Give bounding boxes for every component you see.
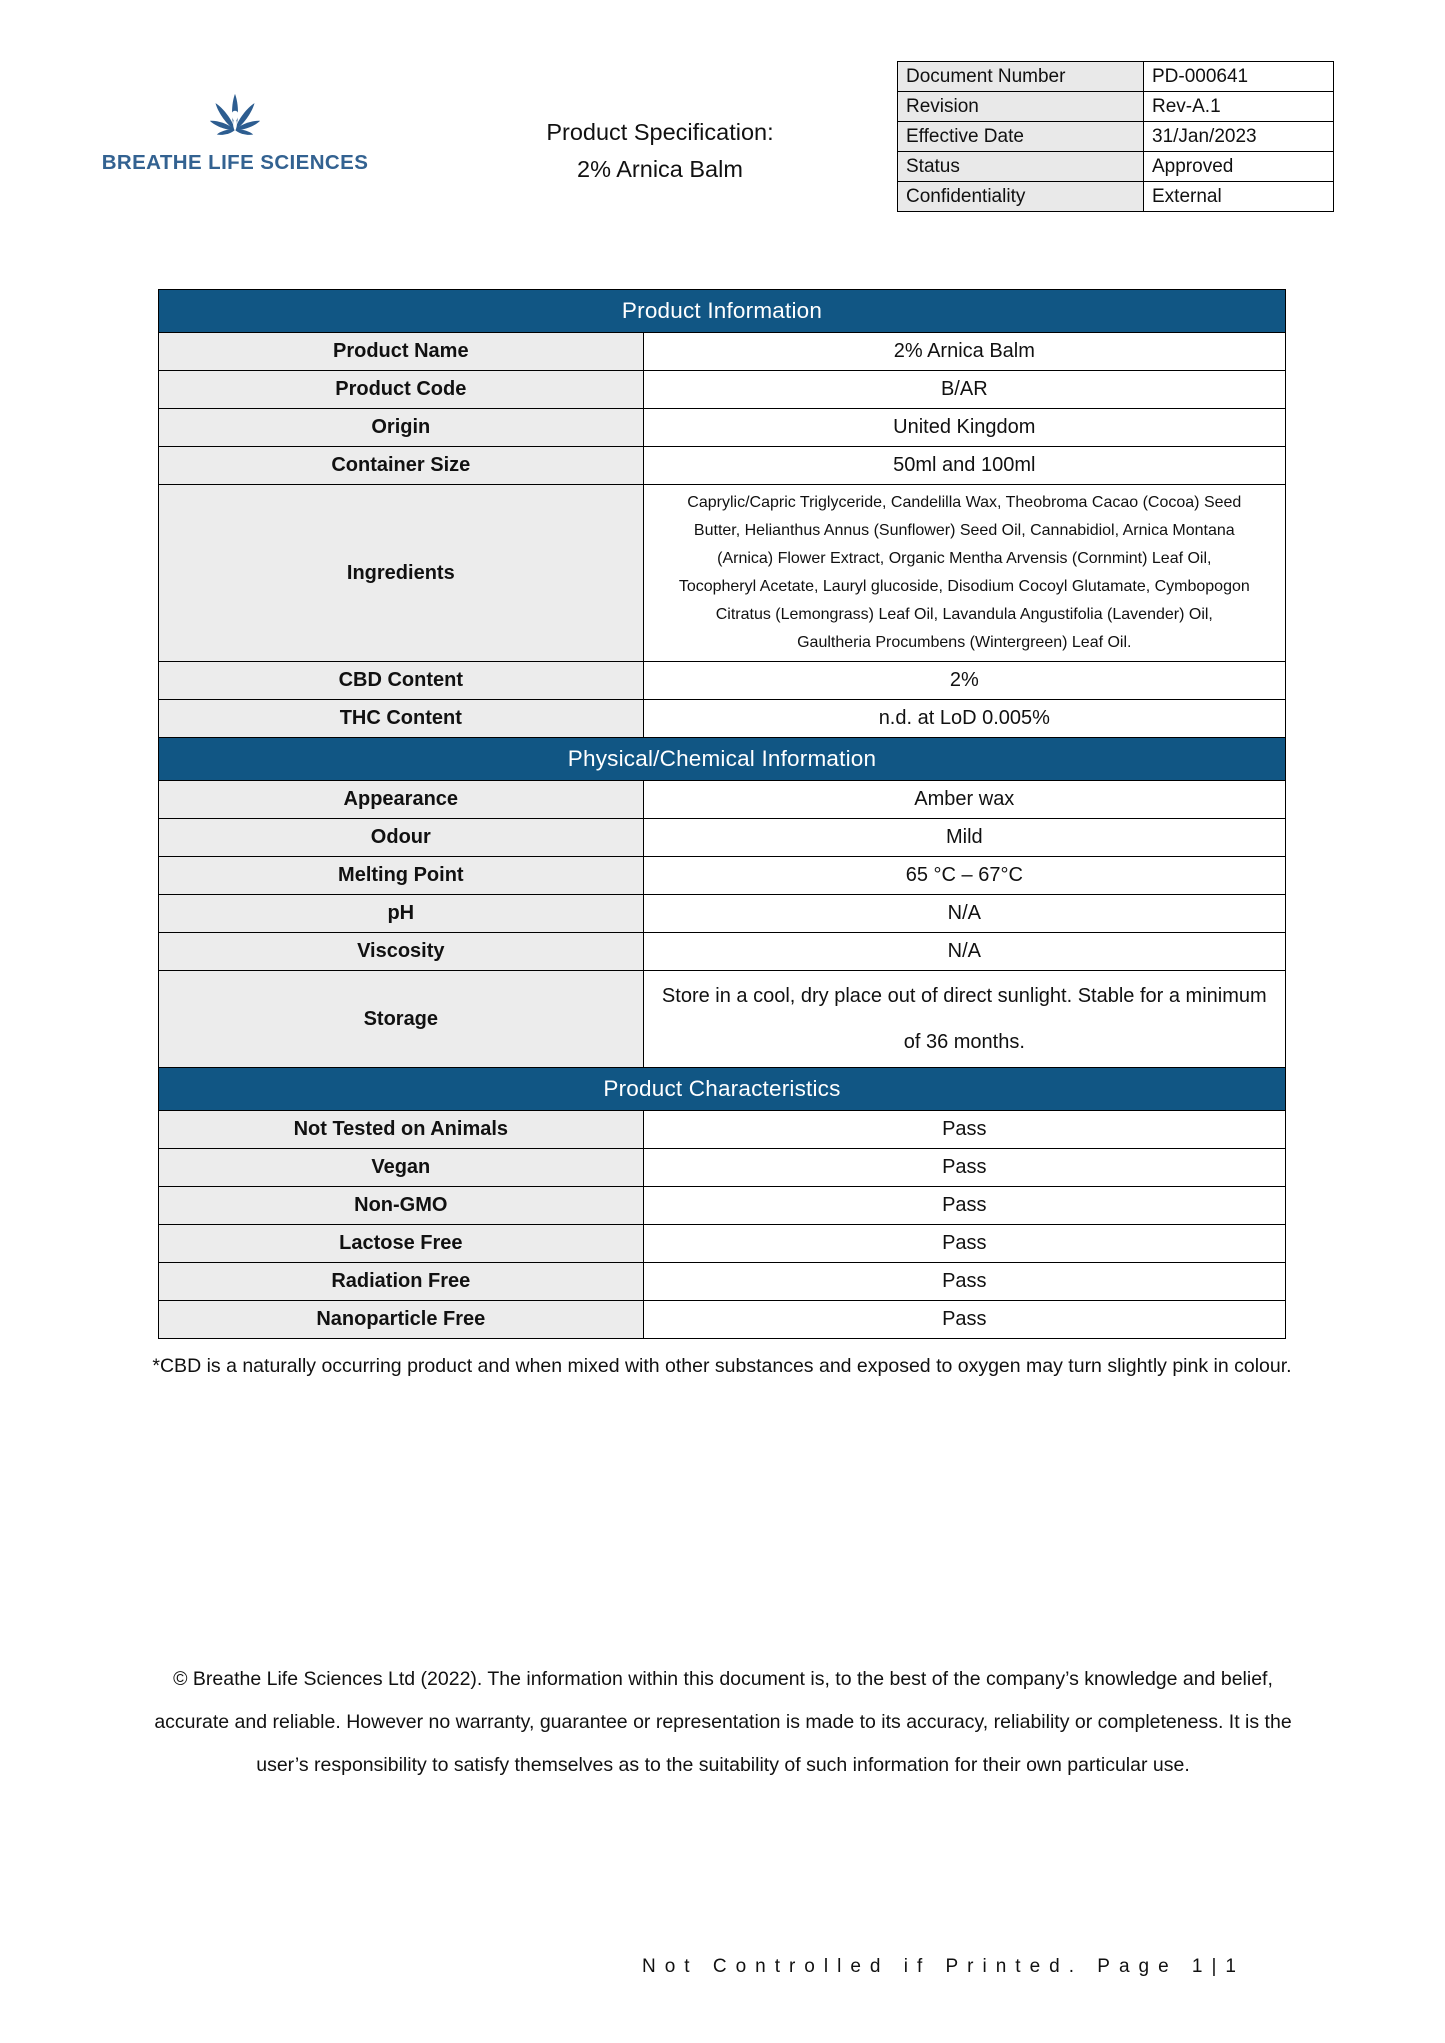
meta-row xyxy=(898,62,1334,92)
spec-value-cell: Pass xyxy=(643,1263,1285,1301)
title-line-1: Product Specification: xyxy=(546,119,774,145)
meta-value-cell: PD-000641 xyxy=(1144,62,1334,92)
spec-label-cell: pH xyxy=(159,895,644,933)
meta-row xyxy=(898,152,1334,182)
spec-label-cell: Vegan xyxy=(159,1149,644,1187)
spec-value-cell: Pass xyxy=(643,1187,1285,1225)
spec-row xyxy=(159,371,1286,409)
document-title xyxy=(430,114,890,188)
spec-section-header: Physical/Chemical Information xyxy=(159,738,1286,781)
spec-value-cell: Pass xyxy=(643,1301,1285,1339)
spec-label-cell: Melting Point xyxy=(159,857,644,895)
meta-value-cell: Rev-A.1 xyxy=(1144,92,1334,122)
spec-label-cell: Ingredients xyxy=(159,485,644,662)
spec-label-cell: Viscosity xyxy=(159,933,644,971)
spec-value-cell: N/A xyxy=(643,933,1285,971)
spec-row xyxy=(159,1263,1286,1301)
spec-value-cell: Pass xyxy=(643,1149,1285,1187)
meta-label-cell: Status xyxy=(898,152,1144,182)
spec-row xyxy=(159,1187,1286,1225)
spec-label-cell: CBD Content xyxy=(159,662,644,700)
spec-label-cell: Container Size xyxy=(159,447,644,485)
spec-row xyxy=(159,700,1286,738)
spec-row xyxy=(159,857,1286,895)
spec-section-row xyxy=(159,1068,1286,1111)
product-spec-table xyxy=(158,289,1286,1339)
spec-row xyxy=(159,971,1286,1068)
spec-row xyxy=(159,933,1286,971)
spec-value-cell: Caprylic/Capric Triglyceride, Candelilla Wax, Theobroma Cacao (Cocoa) Seed Butter, Helianthus Annus (Sunflower) Seed Oil, Cannabidiol, Arnica Montana (Arnica) Flower Extract, Organic Mentha Arvensis (Cornmint) Leaf Oil, Tocopheryl Acetate, Lauryl glucoside, Disodium Cocoyl Glutamate, Cymbopogon Citratus (Lemongrass) Leaf Oil, Lavandula Angustifolia (Lavender) Oil, Gaultheria Procumbens (Wintergreen) Leaf Oil. xyxy=(643,485,1285,662)
spec-label-cell: Not Tested on Animals xyxy=(159,1111,644,1149)
spec-row xyxy=(159,1149,1286,1187)
meta-row xyxy=(898,122,1334,152)
brand-logo xyxy=(85,86,385,175)
copyright-note: © Breathe Life Sciences Ltd (2022). The information within this document is, to the best of the company’s knowledge and belief, accurate and reliable. However no warranty, guarantee or representation is made to its accuracy, reliability or completeness. It is the user’s responsibility to satisfy themselves as to the suitability of such information for their own particular use. xyxy=(154,1668,1292,1776)
spec-section-row xyxy=(159,738,1286,781)
meta-label-cell: Revision xyxy=(898,92,1144,122)
spec-value-cell: Amber wax xyxy=(643,781,1285,819)
spec-label-cell: Lactose Free xyxy=(159,1225,644,1263)
spec-label-cell: Product Name xyxy=(159,333,644,371)
spec-row xyxy=(159,662,1286,700)
spec-row xyxy=(159,1225,1286,1263)
meta-row xyxy=(898,92,1334,122)
document-meta-table xyxy=(897,61,1334,212)
spec-value-cell: 50ml and 100ml xyxy=(643,447,1285,485)
spec-value-cell: Mild xyxy=(643,819,1285,857)
spec-value-cell: Pass xyxy=(643,1225,1285,1263)
spec-value-cell: 2% xyxy=(643,662,1285,700)
cbd-footnote: *CBD is a naturally occurring product and when mixed with other substances and exposed to oxygen may turn slightly pink in colour. xyxy=(152,1355,1292,1377)
spec-value-cell: N/A xyxy=(643,895,1285,933)
spec-row xyxy=(159,485,1286,662)
spec-value-cell: n.d. at LoD 0.005% xyxy=(643,700,1285,738)
brand-wordmark: BREATHE LIFE SCIENCES xyxy=(101,151,369,174)
spec-row xyxy=(159,819,1286,857)
spec-section-header: Product Information xyxy=(159,290,1286,333)
spec-row xyxy=(159,447,1286,485)
meta-value-cell: 31/Jan/2023 xyxy=(1144,122,1334,152)
spec-label-cell: THC Content xyxy=(159,700,644,738)
spec-value-cell: Pass xyxy=(643,1111,1285,1149)
spec-section-row xyxy=(159,290,1286,333)
spec-label-cell: Nanoparticle Free xyxy=(159,1301,644,1339)
meta-label-cell: Effective Date xyxy=(898,122,1144,152)
spec-label-cell: Product Code xyxy=(159,371,644,409)
spec-label-cell: Origin xyxy=(159,409,644,447)
spec-value-cell: 2% Arnica Balm xyxy=(643,333,1285,371)
spec-label-cell: Odour xyxy=(159,819,644,857)
meta-value-cell: Approved xyxy=(1144,152,1334,182)
spec-row xyxy=(159,1301,1286,1339)
page-footer: Not Controlled if Printed. Page 1|1 xyxy=(642,1956,1245,1977)
spec-value-cell: United Kingdom xyxy=(643,409,1285,447)
spec-label-cell: Storage xyxy=(159,971,644,1068)
meta-value-cell: External xyxy=(1144,182,1334,212)
title-line-2: 2% Arnica Balm xyxy=(577,156,743,182)
spec-row xyxy=(159,409,1286,447)
spec-section-header: Product Characteristics xyxy=(159,1068,1286,1111)
spec-value-cell: B/AR xyxy=(643,371,1285,409)
cannabis-leaf-person-icon xyxy=(201,86,269,148)
meta-label-cell: Confidentiality xyxy=(898,182,1144,212)
spec-label-cell: Radiation Free xyxy=(159,1263,644,1301)
meta-label-cell: Document Number xyxy=(898,62,1144,92)
spec-value-cell: 65 °C – 67°C xyxy=(643,857,1285,895)
spec-value-cell: Store in a cool, dry place out of direct sunlight. Stable for a minimum of 36 months. xyxy=(643,971,1285,1068)
spec-row xyxy=(159,781,1286,819)
spec-label-cell: Non-GMO xyxy=(159,1187,644,1225)
spec-row xyxy=(159,1111,1286,1149)
spec-row xyxy=(159,895,1286,933)
spec-row xyxy=(159,333,1286,371)
spec-label-cell: Appearance xyxy=(159,781,644,819)
meta-row xyxy=(898,182,1334,212)
